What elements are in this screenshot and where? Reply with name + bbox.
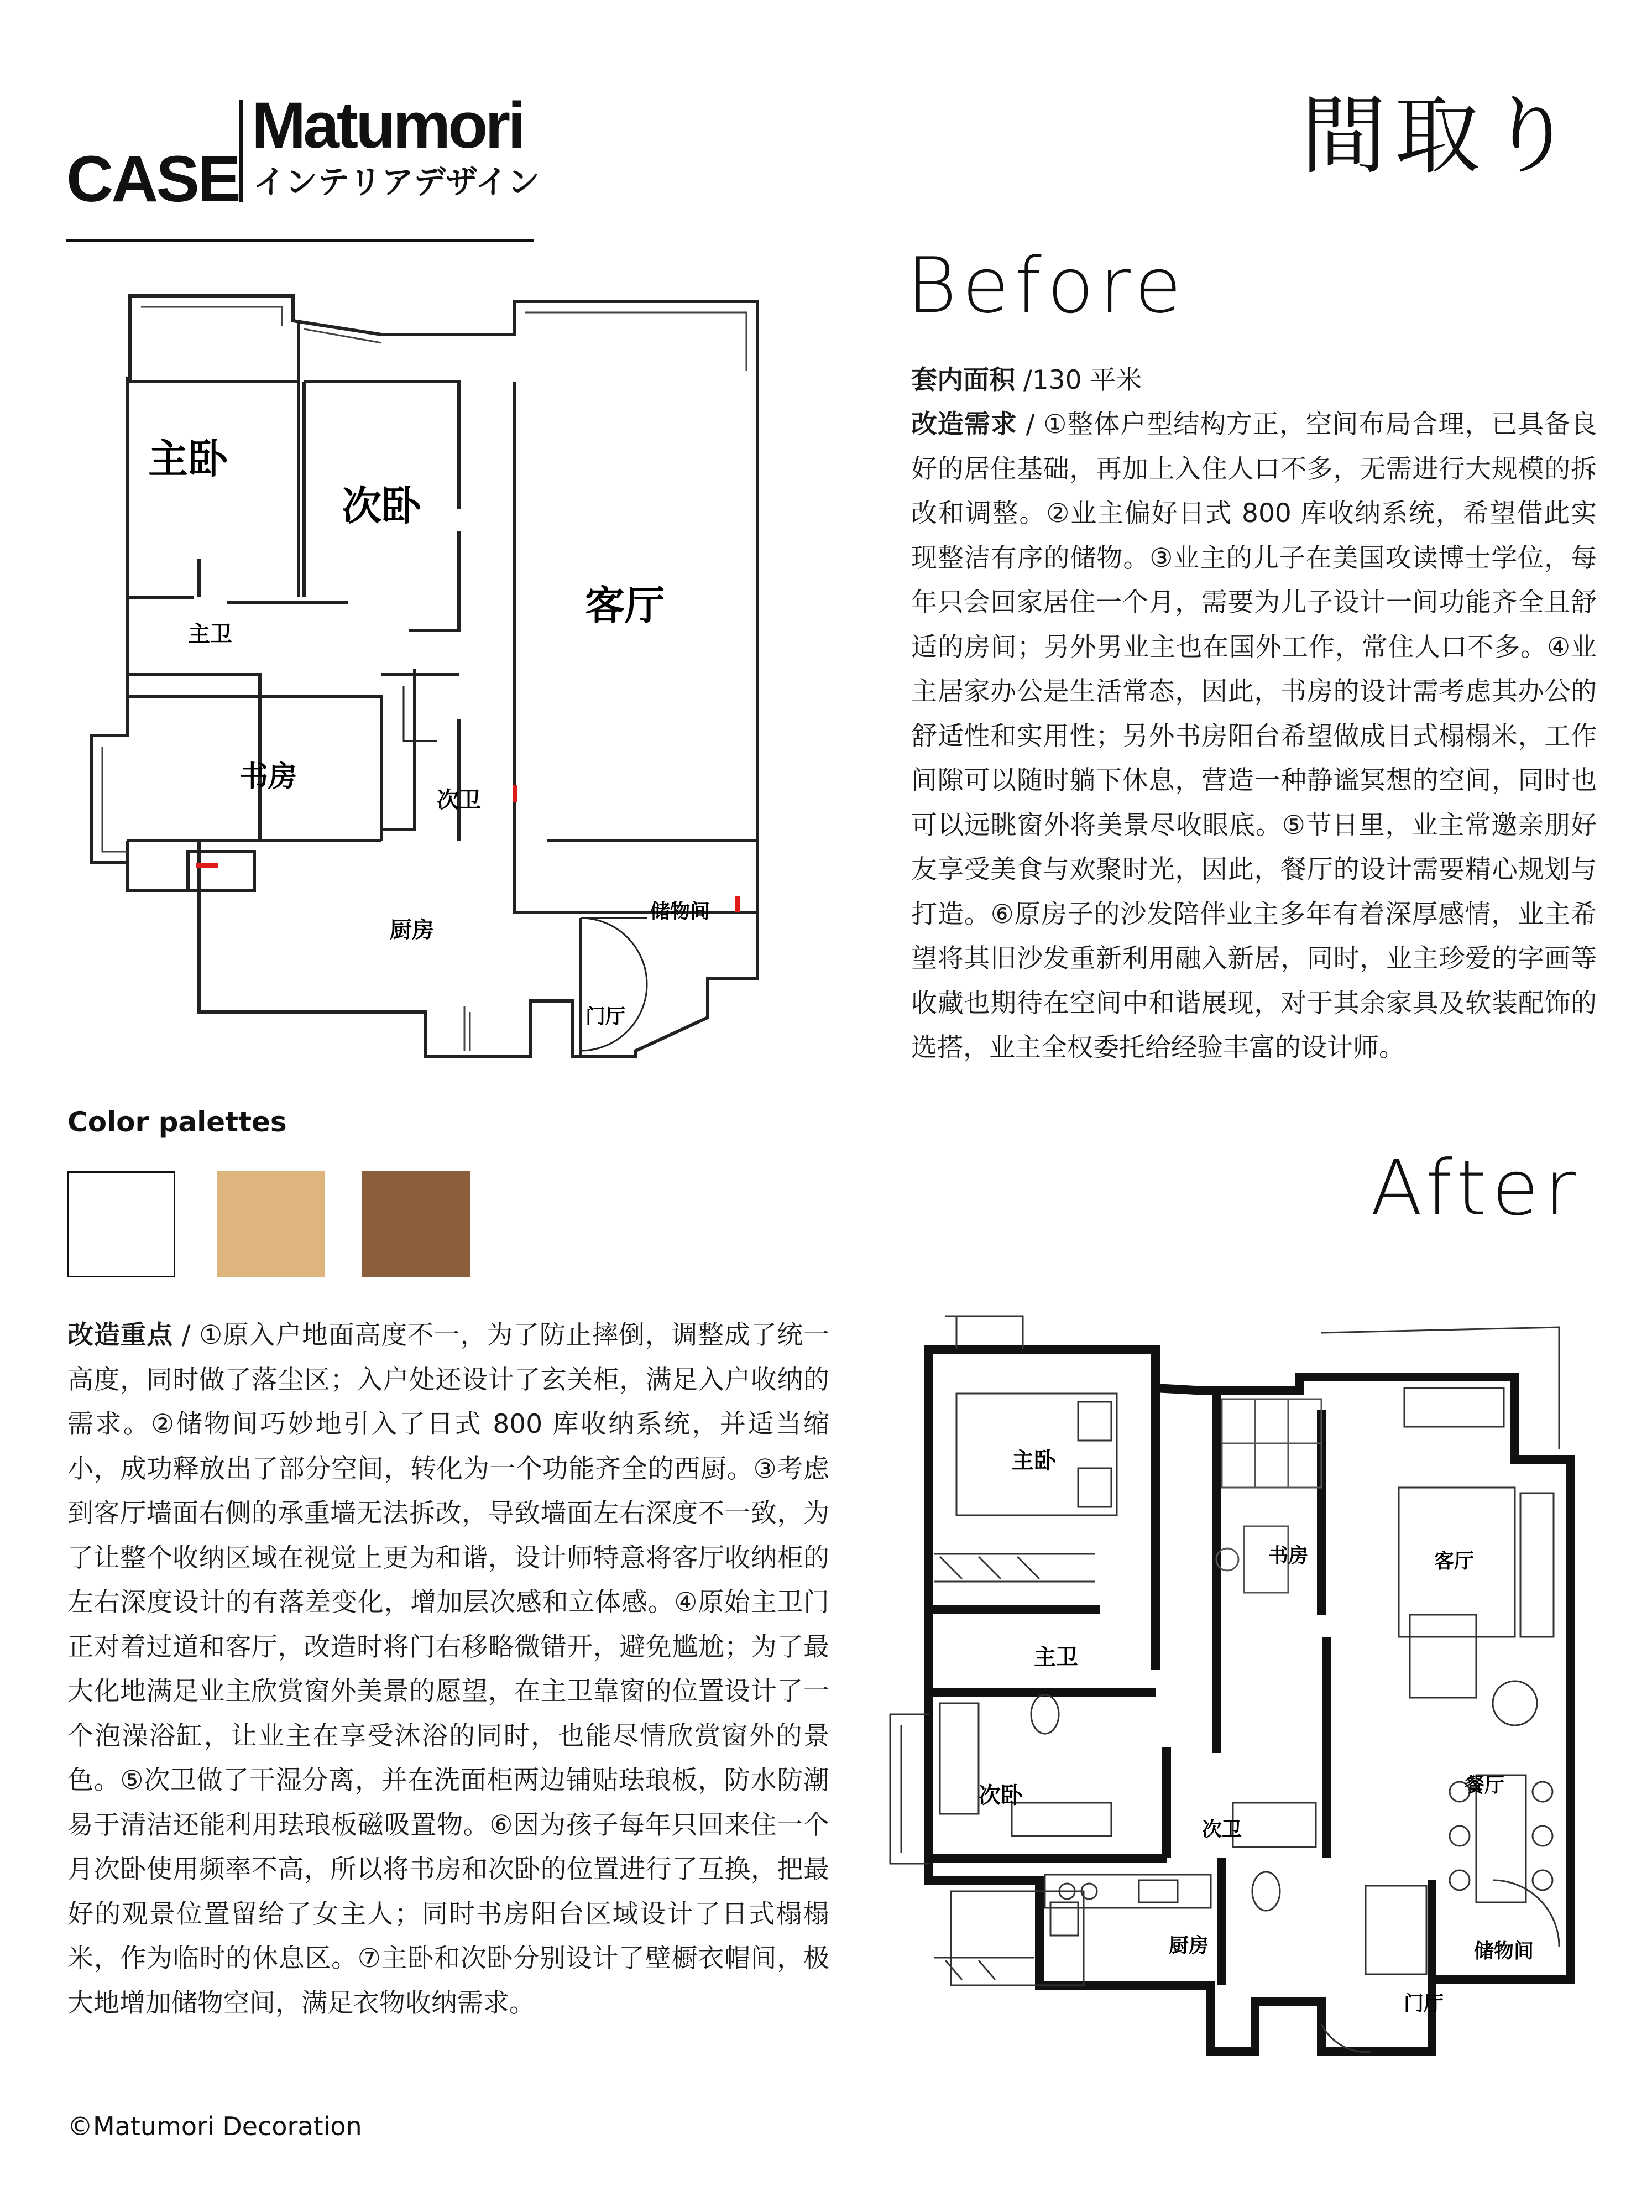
page-title: 間取り	[1301, 86, 1581, 186]
copyright: ©Matumori Decoration	[67, 2111, 362, 2141]
after-room-storage: 储物间	[1473, 1940, 1534, 1963]
after-room-study: 书房	[1268, 1545, 1309, 1567]
before-room-study: 书房	[239, 760, 297, 794]
area-label: 套内面积	[911, 365, 1015, 395]
after-room-master-bedroom: 主卧	[1012, 1448, 1056, 1474]
after-room-foyer: 门厅	[1403, 1992, 1444, 2015]
after-heading: After	[1370, 1144, 1581, 1233]
header-rule	[66, 239, 534, 242]
brand-name: Matumori	[252, 89, 523, 162]
before-room-master-bath: 主卫	[188, 622, 232, 647]
header-divider	[239, 100, 243, 202]
color-swatch-brown	[362, 1171, 470, 1277]
before-room-master-bedroom: 主卧	[148, 436, 228, 482]
color-swatch-white	[67, 1171, 175, 1277]
area-value: /130 平米	[1015, 365, 1142, 395]
before-heading: Before	[907, 241, 1187, 330]
after-floor-plan	[879, 1305, 1592, 2096]
after-room-second-bath: 次卫	[1201, 1818, 1242, 1841]
before-room-second-bedroom: 次卧	[341, 483, 422, 529]
after-room-second-bedroom: 次卧	[979, 1783, 1023, 1808]
after-room-master-bath: 主卫	[1034, 1645, 1078, 1670]
brand-subtitle: インテリアデザイン	[253, 163, 540, 201]
before-floor-plan	[72, 288, 791, 1084]
before-room-second-bath: 次卫	[437, 787, 481, 813]
area-line	[911, 358, 1597, 403]
before-room-living: 客厅	[584, 582, 665, 629]
focus-label: 改造重点	[67, 1320, 173, 1350]
before-room-foyer: 门厅	[585, 1005, 626, 1028]
before-room-storage: 储物间	[650, 900, 710, 923]
before-room-kitchen: 厨房	[390, 917, 434, 943]
focus-text: / ①原入户地面高度不一，为了防止摔倒，调整成了统一高度，同时做了落尘区；入户处还设计了玄关柜，满足入户收纳的需求。②储物间巧妙地引入了日式 800 库收纳系统，并适当缩小，成功释放出了部分空间，转化为一个功能齐全的西厨。③考虑到客厅墙面右侧的承重墙无法拆改，导致墙面左右深度不一致，为了让整个收纳区域在视觉上更为和谐，设计师特意将客厅收纳柜的左右深度设计的有落差变化，增加层次感和立体感。④原始主卫门正对着过道和客厅，改造时将门右移略微错开，避免尴尬；为了最大化地满足业主欣赏窗外美景的愿望，在主卫靠窗的位置设计了一个泡澡浴缸，让业主在享受沐浴的同时，也能尽情欣赏窗外的景色。⑤次卫做了干湿分离，并在洗面柜两边铺贴珐琅板，防水防潮易于清洁还能利用珐琅板磁吸置物。⑥因为孩子每年只回来住一个月次卧使用频率不高，所以将书房和次卧的位置进行了互换，把最好的观景位置留给了女主人；同时书房阳台区域设计了日式榻榻米，作为临时的休息区。⑦主卧和次卧分别设计了壁橱衣帽间，极大地增加储物空间，满足衣物收纳需求。	[67, 1320, 829, 2018]
case-label: CASE	[66, 143, 239, 216]
request-label: 改造需求	[911, 409, 1017, 440]
after-room-kitchen: 厨房	[1168, 1934, 1209, 1957]
request-paragraph	[911, 403, 1597, 1071]
after-room-dining: 餐厅	[1464, 1774, 1505, 1797]
color-swatch-tan	[217, 1171, 325, 1277]
focus-paragraph	[67, 1313, 829, 2026]
palette-title: Color palettes	[67, 1106, 287, 1138]
request-text: / ①整体户型结构方正，空间布局合理，已具备良好的居住基础，再加上入住人口不多，无需进行大规模的拆改和调整。②业主偏好日式 800 库收纳系统，希望借此实现整洁有序的储物。③业主的儿子在美国攻读博士学位，每年只会回家居住一个月，需要为儿子设计一间功能齐全且舒适的房间；另外男业主也在国外工作，常住人口不多。④业主居家办公是生活常态，因此，书房的设计需考虑其办公的舒适性和实用性；另外书房阳台希望做成日式榻榻米，工作间隙可以随时躺下休息，营造一种静谧冥想的空间，同时也可以远眺窗外将美景尽收眼底。⑤节日里，业主常邀亲朋好友享受美食与欢聚时光，因此，餐厅的设计需要精心规划与打造。⑥原房子的沙发陪伴业主多年有着深厚感情，业主希望将其旧沙发重新利用融入新居，同时，业主珍爱的字画等收藏也期待在空间中和谐展现，对于其余家具及软装配饰的选搭，业主全权委托给经验丰富的设计师。	[911, 409, 1597, 1063]
after-room-living: 客厅	[1434, 1550, 1475, 1573]
